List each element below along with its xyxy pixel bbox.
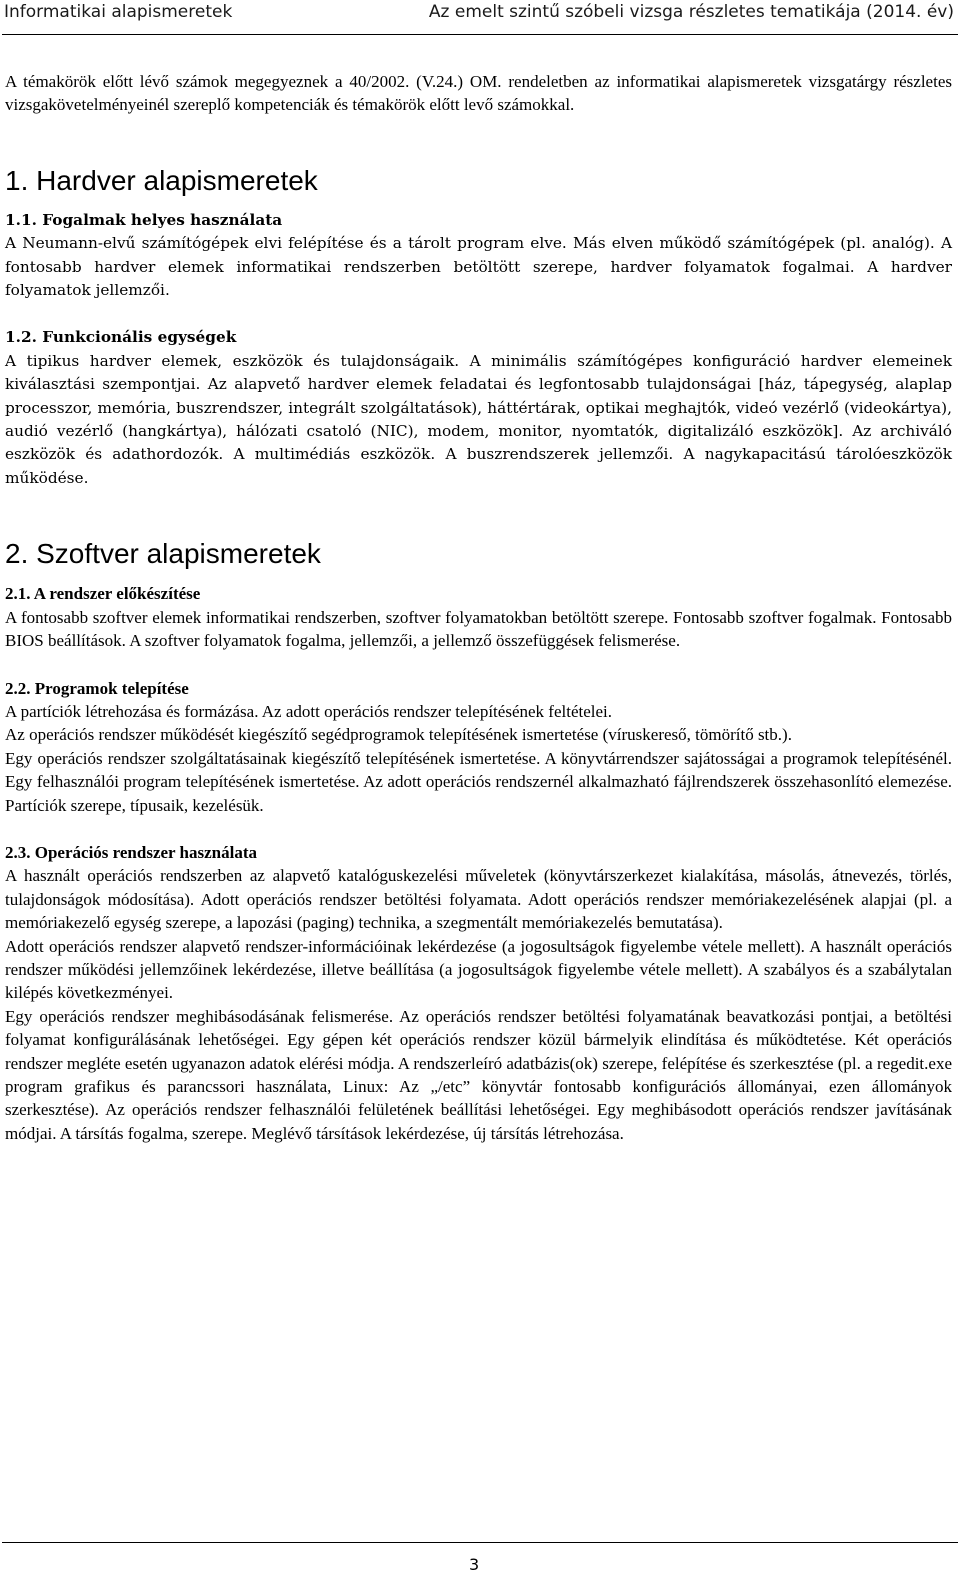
subsection-2-1-heading: 2.1. A rendszer előkészítése	[5, 584, 201, 604]
subsection-2-3-para-1: A használt operációs rendszerben az alapvető katalóguskezelési műveletek (könyvtárszerkezet kialakítása, másolás, átnevezés, törlés, tulajdonságok módosítása). Adott operációs rendszer betöltési folyamata. Adott operációs rendszer memóriakezelésének alapjai (pl. a memóriakezelő egység szerepe, a lapozási (paging) technika, a szegmentált memóriakezelés bemutatása).	[5, 866, 952, 933]
subsection-2-3-para-3: Egy operációs rendszer meghibásodásának felismerése. Az operációs rendszer betöltési folyamatának beavatkozási pontjai, a betöltési folyamat konfigurálásának lehetőségei. Egy gépen két operációs rendszer közül bármelyik elindítása és működtetése. Két operációs rendszer megléte esetén ugyanazon adatok elérési módja. A rendszerleíró adatbázis(ok) szerepe, felépítése és szerkesztése (pl. a regedit.exe program grafikus és parancssori használata, Linux: Az „/etc” könyvtár fontosabb konfigurációs állományai, ezen állományok szerkesztése). Az operációs rendszer felhasználói felületének beállítási lehetőségei. Egy meghibásodott operációs rendszer javításának módjai. A társítás fogalma, szerepe. Meglévő társítások lekérdezése, új társítás létrehozása.	[5, 1006, 952, 1143]
document-body	[5, 70, 952, 1145]
section-1-heading: 1. Hardver alapismeretek	[5, 164, 318, 196]
subsection-2-3-heading: 2.3. Operációs rendszer használata	[5, 842, 257, 862]
subsection-2-2-heading: 2.2. Programok telepítése	[5, 678, 189, 698]
subsection-1-2-heading: 1.2. Funkcionális egységek	[5, 328, 237, 347]
subsection-1-2-text: A tipikus hardver elemek, eszközök és tulajdonságaik. A minimális számítógépes konfiguráció hardver elemeinek kiválasztási szempontjai. Az alapvető hardver elemek feladatai és legfontosabb tulajdonságai [ház, tápegység, alaplap processzor, memória, buszrendszer, integrált szolgáltatások), háttértárak, optikai meghajtók, videó vezérlő (videokártya), audió vezérlő (hangkártya), hálózati csatoló (NIC), modem, monitor, nyomtatók, digitalizáló eszközök]. Az archiváló eszközök és adathordozók. A multimédiás eszközök. A buszrendszerek jellemzői. A nagykapacitású tárolóeszközök működése.	[5, 351, 952, 487]
section-2-heading: 2. Szoftver alapismeretek	[5, 538, 321, 570]
subsection-1-1-heading: 1.1. Fogalmak helyes használata	[5, 210, 283, 229]
page-number: 3	[469, 1555, 480, 1574]
footer-divider	[2, 1542, 958, 1543]
header-document-title: Az emelt szintű szóbeli vizsga részletes tematikája (2014. év)	[428, 2, 954, 22]
subsection-2-2-para-3: Egy operációs rendszer szolgáltatásainak kiegészítő telepítésének ismertetése. A könyvtárrendszer sajátosságai a programok telepítésénél. Egy felhasználói program telepítésének ismertetése. Az adott operációs rendszernél alkalmazható fájlrendszerek összehasonlító elemezése. Partíciók szerepe, típusaik, kezelésük.	[5, 748, 952, 815]
subsection-2-2-para-2: Az operációs rendszer működését kiegészítő segédprogramok telepítésének ismertetése (víruskereső, tömörítő stb.).	[5, 725, 792, 745]
header-divider	[2, 34, 958, 35]
header-subject: Informatikai alapismeretek	[4, 2, 233, 22]
page-header	[0, 0, 960, 32]
intro-paragraph: A témakörök előtt lévő számok megegyeznek a 40/2002. (V.24.) OM. rendeletben az informatikai alapismeretek vizsgatárgy részletes vizsgakövetelményeinél szereplő kompetenciák és témakörök előtt levő számokkal.	[5, 72, 952, 115]
subsection-1-1-text: A Neumann-elvű számítógépek elvi felépítése és a tárolt program elve. Más elven működő számítógépek (pl. analóg). A fontosabb hardver elemek informatikai rendszerben betöltött szerepe, hardver folyamatok fogalmai. A hardver folyamatok jellemzői.	[5, 234, 952, 300]
subsection-2-1-text: A fontosabb szoftver elemek informatikai rendszerben, szoftver folyamatokban betöltött szerepe. Fontosabb szoftver fogalmak. Fontosabb BIOS beállítások. A szoftver folyamatok fogalma, jellemzői, a jellemző összefüggések felismerése.	[5, 607, 952, 651]
subsection-2-3-para-2: Adott operációs rendszer alapvető rendszer-információinak lekérdezése (a jogosultságok figyelembe vétele mellett). A használt operációs rendszer működési jellemzőinek lekérdezése, illetve beállítása (a jogosultságok figyelembe vétele mellett). A szabályos és a szabálytalan kilépés következményei.	[5, 936, 952, 1003]
subsection-2-2-para-1: A partíciók létrehozása és formázása. Az adott operációs rendszer telepítésének feltételei.	[5, 701, 612, 721]
section-1-content	[5, 209, 952, 490]
